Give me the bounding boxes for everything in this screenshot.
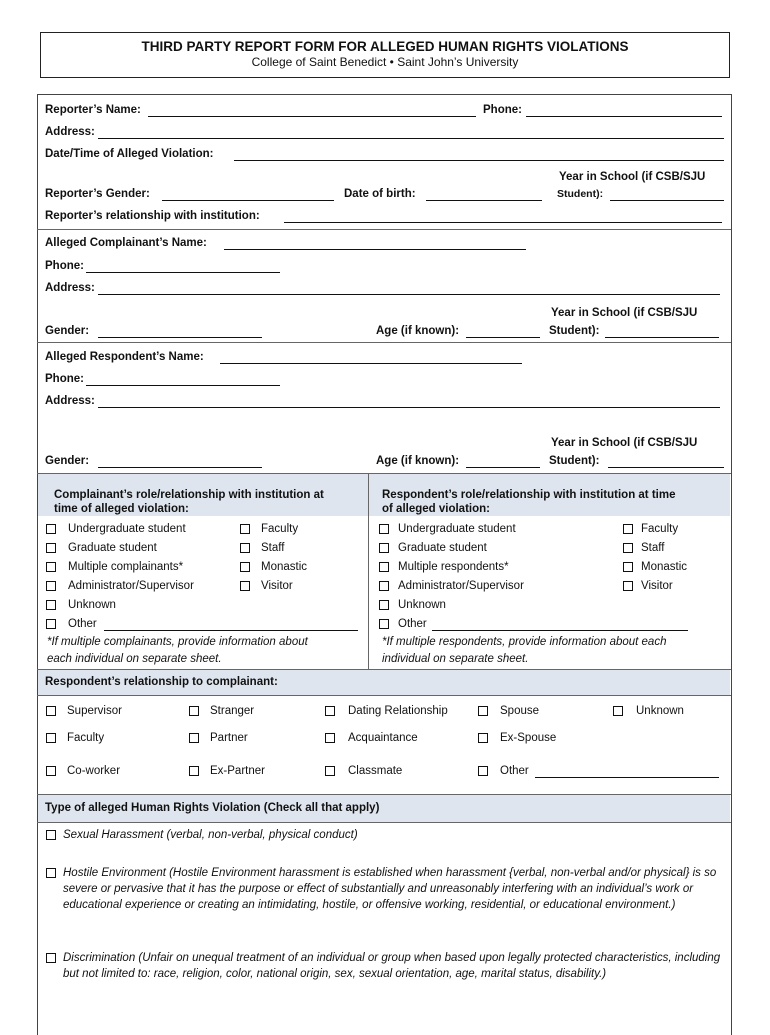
divider [37,473,731,474]
rel-other-field[interactable] [535,777,719,778]
option-label: Faculty [641,523,679,535]
respondent-note-1: *If multiple respondents, provide information about each [382,636,667,648]
divider [37,794,731,795]
complainant-year-field[interactable] [605,337,719,338]
checkbox-rel-stranger[interactable] [189,706,199,716]
roles-column-divider [368,473,369,669]
option-label: Administrator/Supervisor [398,580,524,592]
checkbox-rel-ex-partner[interactable] [189,766,199,776]
reporter-year-label-2: Student): [557,188,604,200]
respondent-year-label: Year in School (if CSB/SJU [551,437,698,449]
respondent-role-heading-1: Respondent’s role/relationship with institution at time [382,489,676,501]
option-label: Staff [261,542,285,554]
divider [37,342,731,343]
checkbox-rel-unknown[interactable] [613,706,623,716]
divider [37,695,731,696]
respondent-gender-field[interactable] [98,467,262,468]
respondent-age-label: Age (if known): [376,455,460,467]
discrimination-label: Discrimination (Unfair on unequal treatment of an individual or group when based upon legally protected characteristics, including but not limited to: race, religion, color, national origin, sex, sexual orientation, age, marital status, disability.) [63,952,721,980]
reporter-phone-field[interactable] [526,116,722,117]
option-label: Faculty [261,523,299,535]
reporter-relationship-label: Reporter’s relationship with institution: [45,210,260,222]
checkbox-comp-graduate[interactable] [46,543,56,553]
checkbox-rel-faculty[interactable] [46,733,56,743]
reporter-phone-label: Phone: [483,104,522,116]
checkbox-resp-monastic[interactable] [623,562,633,572]
checkbox-rel-partner[interactable] [189,733,199,743]
option-label: Staff [641,542,665,554]
option-label: Graduate student [68,542,157,554]
option-label: Monastic [641,561,688,573]
option-label: Ex-Partner [210,765,265,777]
complainant-year-label: Year in School (if CSB/SJU [551,307,698,319]
respondent-phone-label: Phone: [45,373,84,385]
option-label: Acquaintance [348,732,418,744]
respondent-year-label-2: Student): [549,455,600,467]
option-label: Stranger [210,705,255,717]
option-label: Monastic [261,561,308,573]
option-label: Unknown [398,599,446,611]
checkbox-resp-graduate[interactable] [379,543,389,553]
reporter-dob-field[interactable] [426,200,542,201]
violation-heading: Type of alleged Human Rights Violation (Check all that apply) [45,802,380,814]
respondent-year-field[interactable] [608,467,724,468]
comp-other-field[interactable] [104,630,358,631]
checkbox-rel-ex-spouse[interactable] [478,733,488,743]
reporter-name-field[interactable] [148,116,476,117]
checkbox-resp-undergraduate[interactable] [379,524,389,534]
respondent-phone-field[interactable] [86,385,280,386]
checkbox-resp-other[interactable] [379,619,389,629]
resp-other-field[interactable] [432,630,688,631]
reporter-datetime-field[interactable] [234,160,724,161]
option-label: Multiple complainants* [68,561,184,573]
complainant-name-field[interactable] [224,249,526,250]
complainant-role-heading-1: Complainant’s role/relationship with institution at [54,489,324,501]
checkbox-comp-administrator[interactable] [46,581,56,591]
option-label: Unknown [636,705,684,717]
checkbox-rel-spouse[interactable] [478,706,488,716]
option-label: Undergraduate student [68,523,186,535]
checkbox-comp-other[interactable] [46,619,56,629]
reporter-datetime-label: Date/Time of Alleged Violation: [45,148,214,160]
complainant-gender-label: Gender: [45,325,90,337]
respondent-age-field[interactable] [466,467,540,468]
checkbox-rel-acquaintance[interactable] [325,733,335,743]
option-label: Partner [210,732,248,744]
checkbox-discrimination[interactable] [46,953,56,963]
option-label: Undergraduate student [398,523,516,535]
reporter-year-label: Year in School (if CSB/SJU [559,171,706,183]
checkbox-resp-administrator[interactable] [379,581,389,591]
divider [37,822,731,823]
respondent-gender-label: Gender: [45,455,90,467]
form-title: THIRD PARTY REPORT FORM FOR ALLEGED HUMAN RIGHTS VIOLATIONS [141,39,629,54]
option-label: Supervisor [67,705,122,717]
complainant-address-label: Address: [45,282,95,294]
checkbox-comp-staff[interactable] [240,543,250,553]
reporter-year-field[interactable] [610,200,724,201]
checkbox-rel-coworker[interactable] [46,766,56,776]
option-label: Unknown [68,599,116,611]
checkbox-comp-visitor[interactable] [240,581,250,591]
option-label: Other [398,618,427,630]
form-subtitle: College of Saint Benedict • Saint John’s University [251,55,519,69]
complainant-phone-label: Phone: [45,260,84,272]
checkbox-resp-multiple[interactable] [379,562,389,572]
checkbox-resp-visitor[interactable] [623,581,633,591]
reporter-relationship-field[interactable] [284,222,722,223]
complainant-role-heading-2: time of alleged violation: [54,503,189,515]
option-label: Faculty [67,732,105,744]
respondent-address-label: Address: [45,395,95,407]
checkbox-comp-undergraduate[interactable] [46,524,56,534]
complainant-note-2: each individual on separate sheet. [47,653,222,665]
option-label: Co-worker [67,765,121,777]
option-label: Graduate student [398,542,487,554]
complainant-phone-field[interactable] [86,272,280,273]
reporter-dob-label: Date of birth: [344,188,416,200]
option-label: Visitor [261,580,293,592]
option-label: Spouse [500,705,540,717]
checkbox-rel-dating[interactable] [325,706,335,716]
option-label: Ex-Spouse [500,732,557,744]
complainant-gender-field[interactable] [98,337,262,338]
respondent-name-field[interactable] [220,363,522,364]
option-label: Visitor [641,580,673,592]
sexual-harassment-label: Sexual Harassment (verbal, non-verbal, physical conduct) [63,829,358,841]
checkbox-resp-unknown[interactable] [379,600,389,610]
complainant-address-field[interactable] [98,294,720,295]
checkbox-resp-staff[interactable] [623,543,633,553]
checkbox-sexual-harassment[interactable] [46,830,56,840]
divider [37,669,731,670]
checkbox-resp-faculty[interactable] [623,524,633,534]
title-box [40,32,730,78]
reporter-address-field[interactable] [98,138,724,139]
checkbox-comp-multiple[interactable] [46,562,56,572]
reporter-gender-field[interactable] [162,200,334,201]
checkbox-comp-monastic[interactable] [240,562,250,572]
checkbox-comp-unknown[interactable] [46,600,56,610]
option-label: Administrator/Supervisor [68,580,194,592]
relationship-heading: Respondent’s relationship to complainant: [45,676,278,688]
option-label: Other [500,765,529,777]
complainant-year-label-2: Student): [549,325,600,337]
complainant-age-field[interactable] [466,337,540,338]
hostile-environment-label: Hostile Environment (Hostile Environment harassment is established when harassment {verbal, non-verbal and/or physical} is so severe or pervasive that it has the purpose or effect of substantially and unreasonably interfering with an individual’s work or educational experience or creating an intimidating, hostile, or offensive working, residential, or educational environment.) [63,867,717,911]
divider [37,229,731,230]
option-label: Dating Relationship [348,705,448,717]
complainant-age-label: Age (if known): [376,325,460,337]
reporter-address-label: Address: [45,126,95,138]
respondent-role-heading-2: of alleged violation: [382,503,490,515]
checkbox-rel-classmate[interactable] [325,766,335,776]
complainant-note-1: *If multiple complainants, provide information about [47,636,308,648]
respondent-note-2: individual on separate sheet. [382,653,529,665]
option-label: Multiple respondents* [398,561,509,573]
respondent-address-field[interactable] [98,407,720,408]
option-label: Other [68,618,97,630]
checkbox-rel-other[interactable] [478,766,488,776]
checkbox-comp-faculty[interactable] [240,524,250,534]
reporter-name-label: Reporter’s Name: [45,104,141,116]
reporter-gender-label: Reporter’s Gender: [45,188,150,200]
checkbox-hostile-environment[interactable] [46,868,56,878]
respondent-name-label: Alleged Respondent’s Name: [45,351,204,363]
checkbox-rel-supervisor[interactable] [46,706,56,716]
complainant-name-label: Alleged Complainant’s Name: [45,237,207,249]
option-label: Classmate [348,765,403,777]
